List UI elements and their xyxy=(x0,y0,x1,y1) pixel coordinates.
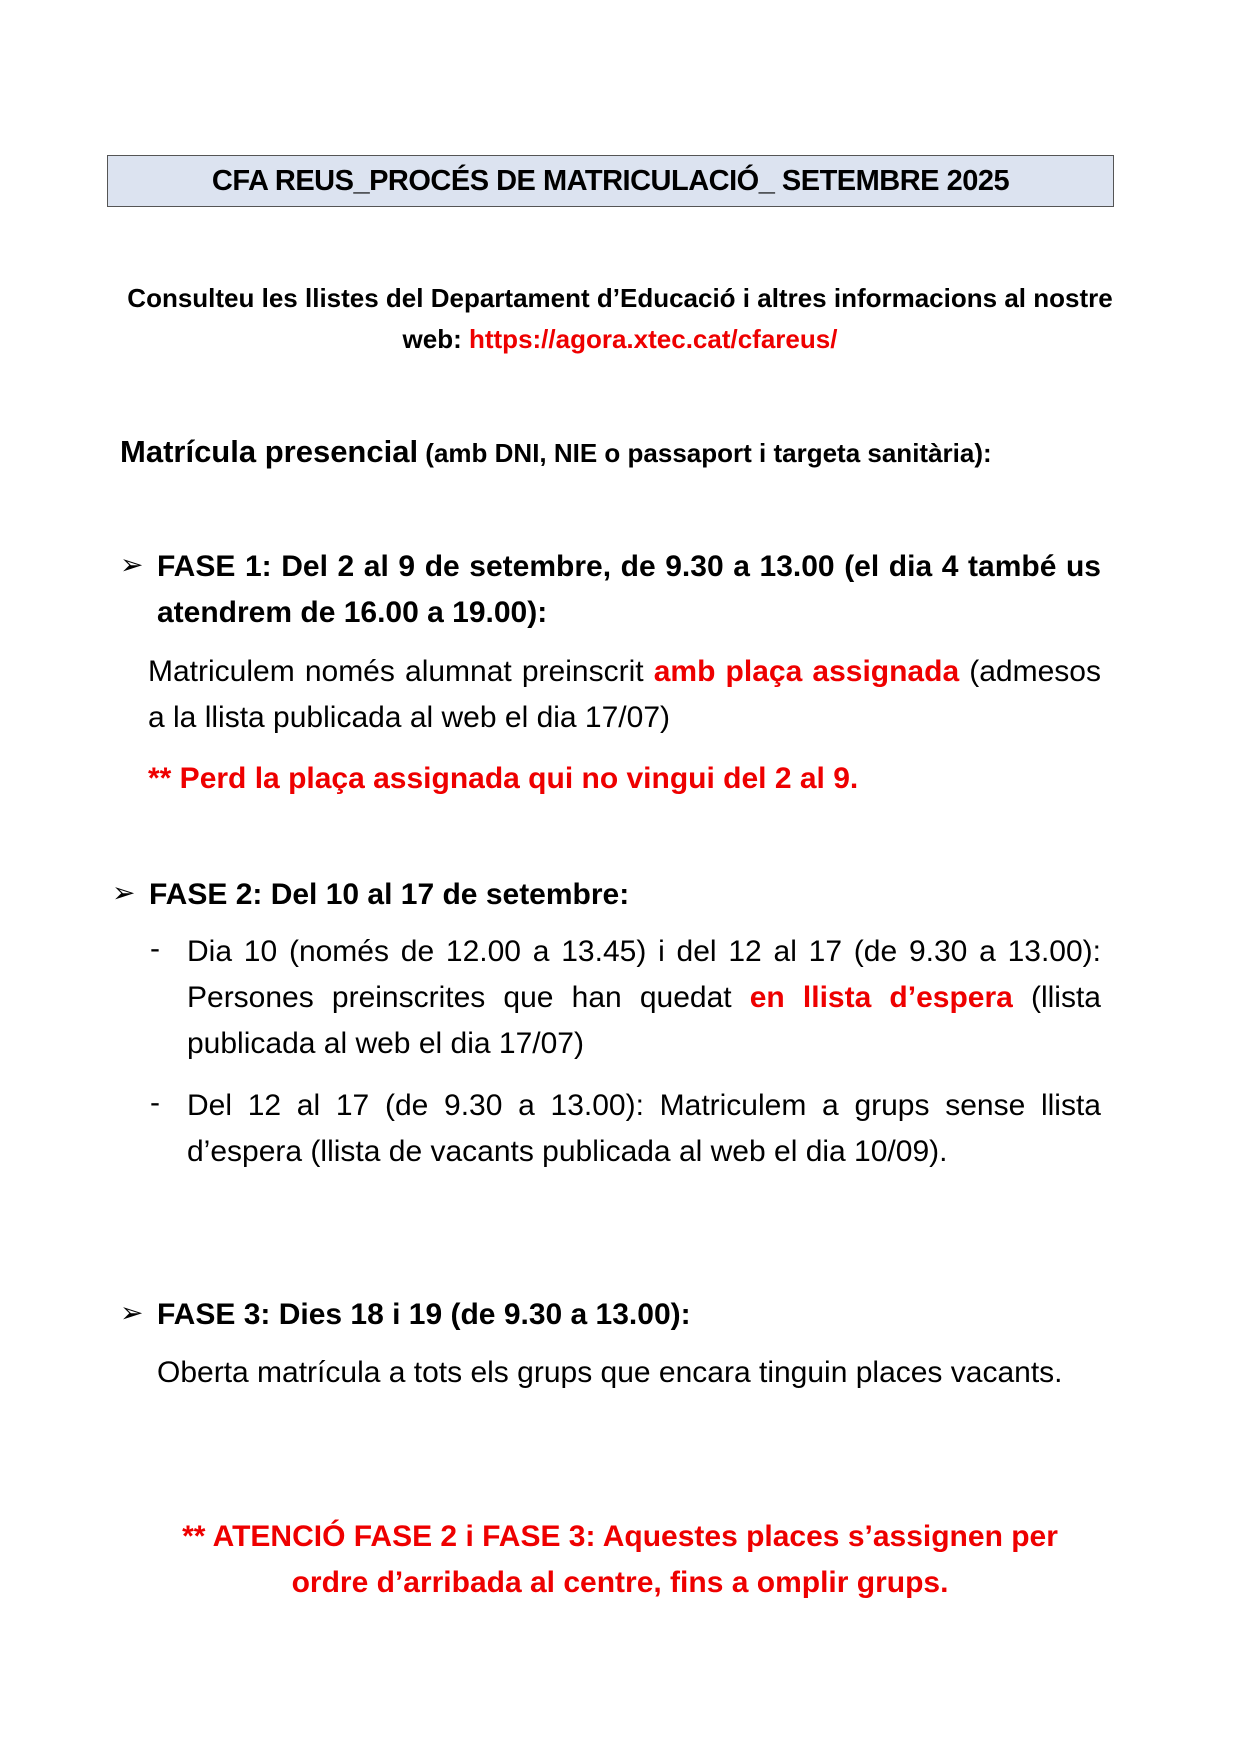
phase1-description xyxy=(148,649,1101,741)
attention-note: ** ATENCIÓ FASE 2 i FASE 3: Aquestes places s’assignen per ordre d’arribada al centre, fins a omplir grups. xyxy=(182,1520,1058,1599)
phase2-heading: FASE 2: Del 10 al 17 de setembre: xyxy=(149,878,630,911)
phase3-heading: FASE 3: Dies 18 i 19 (de 9.30 a 13.00): xyxy=(157,1298,691,1331)
arrow-bullet-icon: ➢ xyxy=(120,549,144,580)
phase1-heading: FASE 1: Del 2 al 9 de setembre, de 9.30 a 13.00 (el dia 4 també us atendrem de 16.00 a 19.00): xyxy=(157,550,1101,629)
intro-text: Consulteu les llistes del Departament d’Educació i altres informacions al nostre web: xyxy=(127,283,1113,354)
dash-bullet: - xyxy=(150,932,160,965)
phase2-item-1-text: Dia 10 (només de 12.00 a 13.45) i del 12 al 17 (de 9.30 a 13.00): Persones preinscrites que han quedat xyxy=(187,935,1101,1014)
phase1-text: Matriculem només alumnat preinscrit xyxy=(148,655,654,688)
phase3-description: Oberta matrícula a tots els grups que encara tinguin places vacants. xyxy=(157,1356,1063,1389)
enrolment-note: (amb DNI, NIE o passaport i targeta sanitària): xyxy=(418,438,992,468)
intro-paragraph xyxy=(100,278,1140,360)
phase2-item-1-highlight: en llista d’espera xyxy=(749,981,1013,1014)
arrow-bullet-icon: ➢ xyxy=(112,877,136,908)
enrolment-title: Matrícula presencial xyxy=(120,434,419,469)
phase2-item-1-text-after: (llista publicada al web el dia 17/07) xyxy=(187,981,1101,1060)
phase2-item-1 xyxy=(187,929,1101,1067)
enrolment-heading xyxy=(120,434,1120,470)
dash-bullet: - xyxy=(150,1086,160,1119)
phase1-highlight: amb plaça assignada xyxy=(653,655,960,688)
website-link[interactable]: https://agora.xtec.cat/cfareus/ xyxy=(468,324,838,354)
phase2-item-2: Del 12 al 17 (de 9.30 a 13.00): Matriculem a grups sense llista d’espera (llista de vacants publicada al web el dia 10/09). xyxy=(187,1089,1101,1168)
phase1-text-after: (admesos a la llista publicada al web el dia 17/07) xyxy=(148,655,1101,734)
page-title: CFA REUS_PROCÉS DE MATRICULACIÓ_ SETEMBRE 2025 xyxy=(107,155,1114,207)
arrow-bullet-icon: ➢ xyxy=(120,1297,144,1328)
phase1-warning: ** Perd la plaça assignada qui no vingui del 2 al 9. xyxy=(148,762,859,795)
